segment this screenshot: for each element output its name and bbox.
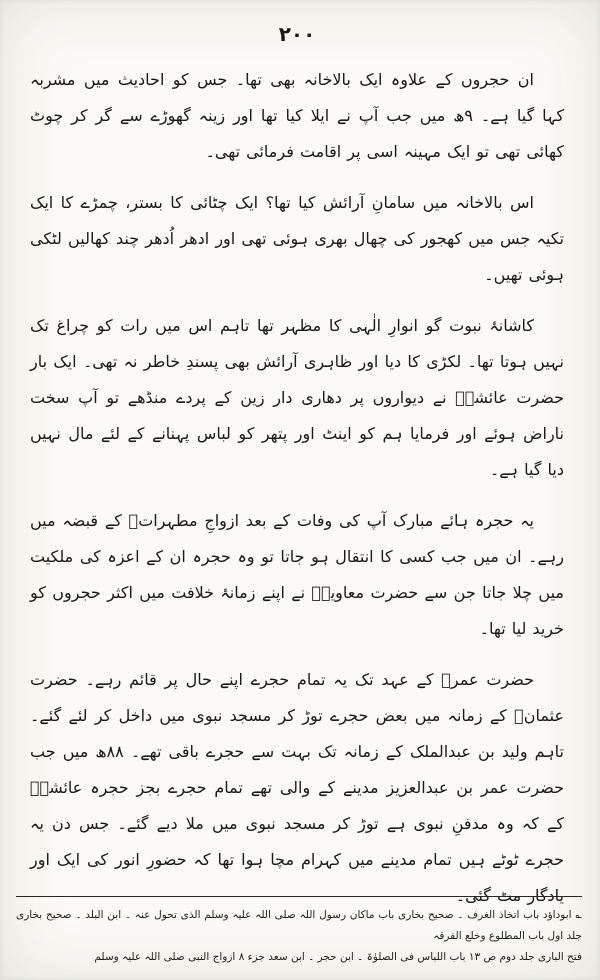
footnote-line bbox=[16, 947, 582, 968]
footnote-line bbox=[16, 904, 582, 947]
body-paragraph: اس بالاخانہ میں سامانِ آرائش کیا تھا؟ ایک چٹائی کا بستر، چمڑے کا ایک تکیہ جس میں کھجور کی چھال بھری ہوئی تھی اور ادھر اُدھر چند کھالیں لٹکی ہوئی تھیں۔ bbox=[30, 193, 564, 284]
body-paragraph: ان حجروں کے علاوہ ایک بالاخانہ بھی تھا۔ جس کو احادیث میں مشربہ کہا گیا ہے۔ ۹ھ میں جب آپ نے ایلا کیا تھا اور زینہ گھوڑے سے گر کر چوٹ کھائی تھی تو ایک مہینہ اسی پر اقامت فرمائی تھی۔ bbox=[30, 70, 564, 161]
footnote-marker: ؎ bbox=[575, 908, 582, 921]
footnote-text: فتح الباری جلد دوم ص ۱۳ باب اللباس فی الصلوٰۃ ۔ ابن حجر ۔ ابن سعد جزء ۸ ازواج النبی صلی اللہ علیہ وسلم bbox=[94, 951, 582, 963]
body-paragraph: حضرت عمرؓ کے عہد تک یہ تمام حجرے اپنے حال پر قائم رہے۔ حضرت عثمانؓ کے زمانہ میں بعض حجرے توڑ کر مسجد نبوی میں داخل کر لئے گئے۔ تاہم ولید بن عبدالملک کے زمانہ تک بہت سے حجرے باقی تھے۔ ۸۸ھ میں جب حضرت عمر بن عبدالعزیز مدینے کے والی تھے تمام حجرے بجز حجرہ عائشہؓ کے کہ وہ مدفنِ نبوی ہے توڑ کر مسجد نبوی میں ملا دیے گئے۔ جس دن یہ حجرے ٹوٹے ہیں تمام مدینے میں کہرام مچا ہوا تھا کہ حضورِ انور کی ایک اور یادگار مٹ گئی۔ bbox=[30, 670, 565, 905]
footnote-divider bbox=[16, 896, 582, 897]
body-paragraph: کاشانۂ نبوت گو انوارِ الٰہی کا مظہر تھا تاہم اس میں رات کو چراغ تک نہیں ہوتا تھا۔ لکڑی کا دیا اور ظاہری آرائش بھی پسندِ خاطر نہ تھی۔ ایک بار حضرت عائشہؓ نے دیواروں پر دھاری دار زین کے پردے منڈھے تو آپ سخت ناراض ہوئے اور فرمایا ہم کو اینٹ اور پتھر کو لباس پہنانے کے لئے مال نہیں دیا گیا ہے۔ bbox=[30, 316, 564, 479]
footnotes-section bbox=[16, 896, 582, 968]
footnote-text: ابوداؤد باب اتخاذ الغرف ۔ صحیح بخاری باب ماکان رسول اللہ صلی اللہ علیہ وسلم الذی تحول عنہ ۔ ابن البلد ۔ صحیح بخاری جلد اول باب المطلوع وخلع الفرقہ bbox=[16, 909, 582, 942]
body-text bbox=[30, 62, 564, 914]
page-number: ۲۰۰ bbox=[278, 22, 316, 46]
body-paragraph: یہ حجرہ ہائے مبارک آپ کی وفات کے بعد ازواجِ مطہراتؓ کے قبضہ میں رہے۔ ان میں جب کسی کا انتقال ہو جاتا تو وہ حجرہ ان کے اعزہ کی ملکیت میں چلا جاتا جن سے حضرت معاویہؓ نے اپنے زمانۂ خلافت میں اکثر حجروں کو خرید لیا تھا۔ bbox=[30, 511, 564, 638]
